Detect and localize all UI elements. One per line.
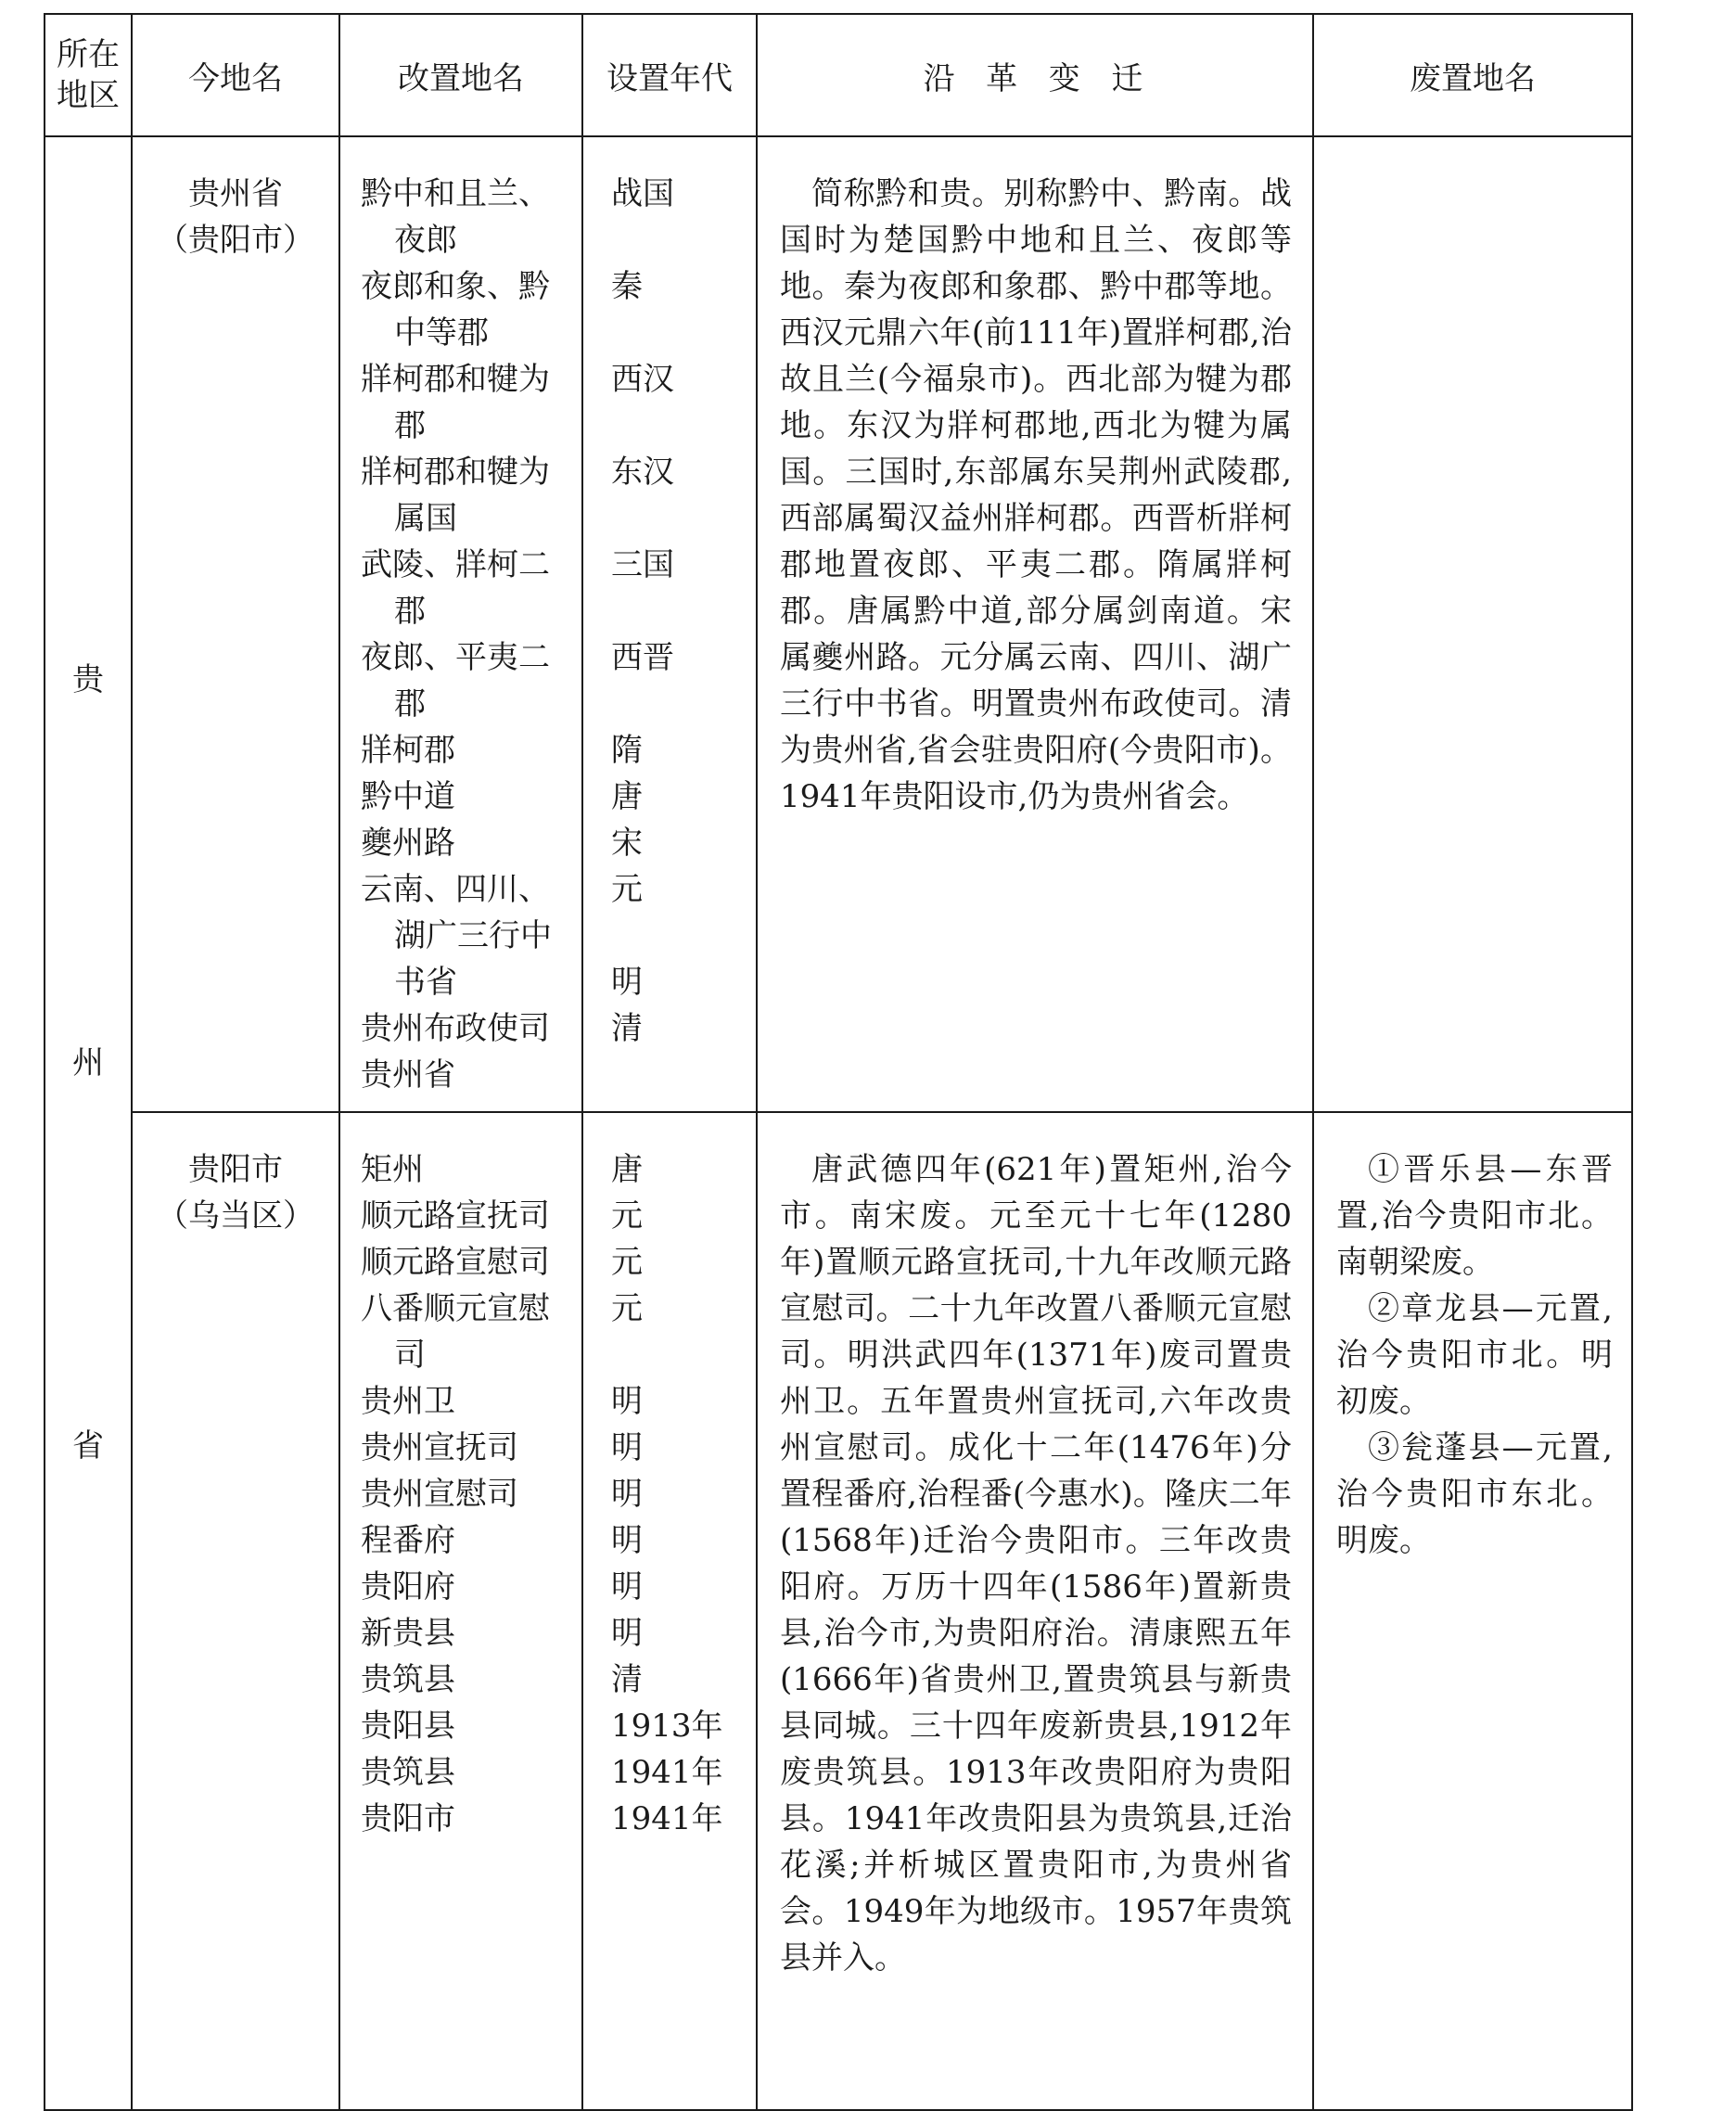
era: 明 [611,1615,643,1652]
former-name: 夜郎和象、黔中等郡 [361,268,550,352]
history-text: 简称黔和贵。别称黔中、黔南。战国时为楚国黔中地和且兰、夜郎等地。秦为夜郎和象郡、黔中郡等地。西汉元鼎六年(前111年)置牂柯郡,治故且兰(今福泉市)。西北部为犍为郡地。东汉为牂柯郡地,西北为犍为属国。三国时,东部属东吴荆州武陵郡,西部属蜀汉益州牂柯郡。西晋析牂柯郡地置夜郎、平夷二郡。隋属牂柯郡。唐属黔中道,部分属剑南道。宋属夔州路。元分属云南、四川、湖广三行中书省。明置贵州布政使司。清为贵州省,省会驻贵阳府(今贵阳市)。1941年贵阳设市,仍为贵州省会。 [780,175,1292,815]
header-region [45,14,132,136]
era: 明 [611,1383,643,1420]
table-row [45,1112,1632,2110]
era: 元 [611,871,643,908]
abolished-cell [1313,1112,1632,2110]
era: 1941年 [611,1800,723,1837]
former-name: 贵州布政使司 [361,1010,550,1047]
era: 明 [611,1522,643,1559]
former-name: 黔中道 [361,778,455,815]
former-name: 顺元路宣慰司 [361,1244,550,1281]
era: 1941年 [611,1754,723,1791]
abolished-item: ②章龙县—元置,治今贵阳市北。明初废。 [1336,1290,1613,1420]
former-name: 夜郎、平夷二郡 [361,639,550,723]
former-name: 贵州省 [361,1056,455,1094]
era: 唐 [611,778,643,815]
former-name: 贵筑县 [361,1661,455,1698]
region-cell [45,136,132,2110]
era: 清 [611,1010,643,1047]
modern-name-cell [132,1112,339,2110]
header-history: 沿 革 变 迁 [757,14,1313,136]
former-name: 顺元路宣抚司 [361,1197,550,1235]
table-row [45,136,1632,1112]
header-abolished: 废置地名 [1313,14,1632,136]
abolished-cell [1313,136,1632,1112]
header-modern-name: 今地名 [132,14,339,136]
abolished-item: ③瓮蓬县—元置,治今贵阳市东北。明废。 [1336,1429,1613,1559]
era: 元 [611,1197,643,1235]
header-era: 设置年代 [582,14,757,136]
region-char: 州 [72,1044,104,1081]
former-name: 程番府 [361,1522,455,1559]
former-name: 矩州 [361,1151,424,1188]
former-name: 夔州路 [361,825,455,862]
era: 明 [611,1568,643,1606]
era: 明 [611,1429,643,1466]
former-names-cell [339,136,582,1112]
former-name: 贵州卫 [361,1383,455,1420]
former-name: 牂柯郡和犍为郡 [361,361,550,444]
era: 明 [611,964,643,1001]
era: 西汉 [611,361,674,398]
history-table [44,13,1633,2111]
era: 隋 [611,732,643,769]
era: 战国 [611,175,674,212]
region-char: 贵 [72,661,104,698]
former-name: 新贵县 [361,1615,455,1652]
era: 清 [611,1661,643,1698]
history-text: 唐武德四年(621年)置矩州,治今市。南宋废。元至元十七年(1280年)置顺元路宣抚司,十九年改顺元路宣慰司。二十九年改置八番顺元宣慰司。明洪武四年(1371年)废司置贵州卫。五年置贵州宣抚司,六年改贵州宣慰司。成化十二年(1476年)分置程番府,治程番(今惠水)。隆庆二年(1568年)迁治今贵阳市。三年改贵阳府。万历十四年(1586年)置新贵县,治今市,为贵阳府治。清康熙五年(1666年)省贵州卫,置贵筑县与新贵县同城。三十四年废新贵县,1912年废贵筑县。1913年改贵阳府为贵阳县。1941年改贵阳县为贵筑县,迁治花溪;并析城区置贵阳市,为贵州省会。1949年为地级市。1957年贵筑县并入。 [780,1151,1292,1977]
region-char: 省 [72,1427,104,1465]
era: 元 [611,1290,643,1327]
era-cell [582,1112,757,2110]
era: 西晋 [611,639,674,676]
former-name: 贵筑县 [361,1754,455,1791]
era: 元 [611,1244,643,1281]
former-name: 贵阳府 [361,1568,455,1606]
modern-name-note: （乌当区） [157,1197,314,1235]
era: 三国 [611,546,674,583]
header-former-names: 改置地名 [339,14,582,136]
former-name: 黔中和且兰、夜郎 [361,175,550,259]
era: 秦 [611,268,643,305]
former-name: 贵阳市 [361,1800,455,1837]
header-region-line1: 所在 [57,36,120,73]
era: 东汉 [611,454,674,491]
former-name: 贵州宣抚司 [361,1429,518,1466]
former-name: 贵州宣慰司 [361,1476,518,1513]
modern-name-cell [132,136,339,1112]
era: 唐 [611,1151,643,1188]
history-cell [757,1112,1313,2110]
abolished-item: ①晋乐县—东晋置,治今贵阳市北。南朝梁废。 [1336,1151,1613,1281]
history-cell [757,136,1313,1112]
modern-name-note: （贵阳市） [157,222,314,259]
former-name: 牂柯郡和犍为属国 [361,454,550,537]
former-name: 云南、四川、湖广三行中书省 [361,871,552,1001]
modern-name: 贵阳市 [188,1151,283,1188]
former-name: 八番顺元宣慰司 [361,1290,550,1374]
header-region-line2: 地区 [57,77,120,114]
modern-name: 贵州省 [188,175,283,212]
former-name: 贵阳县 [361,1708,455,1745]
era: 1913年 [611,1708,723,1745]
era: 宋 [611,825,643,862]
header-row [45,14,1632,136]
era: 明 [611,1476,643,1513]
era-cell [582,136,757,1112]
former-name: 武陵、牂柯二郡 [361,546,550,630]
former-names-cell [339,1112,582,2110]
former-name: 牂柯郡 [361,732,455,769]
